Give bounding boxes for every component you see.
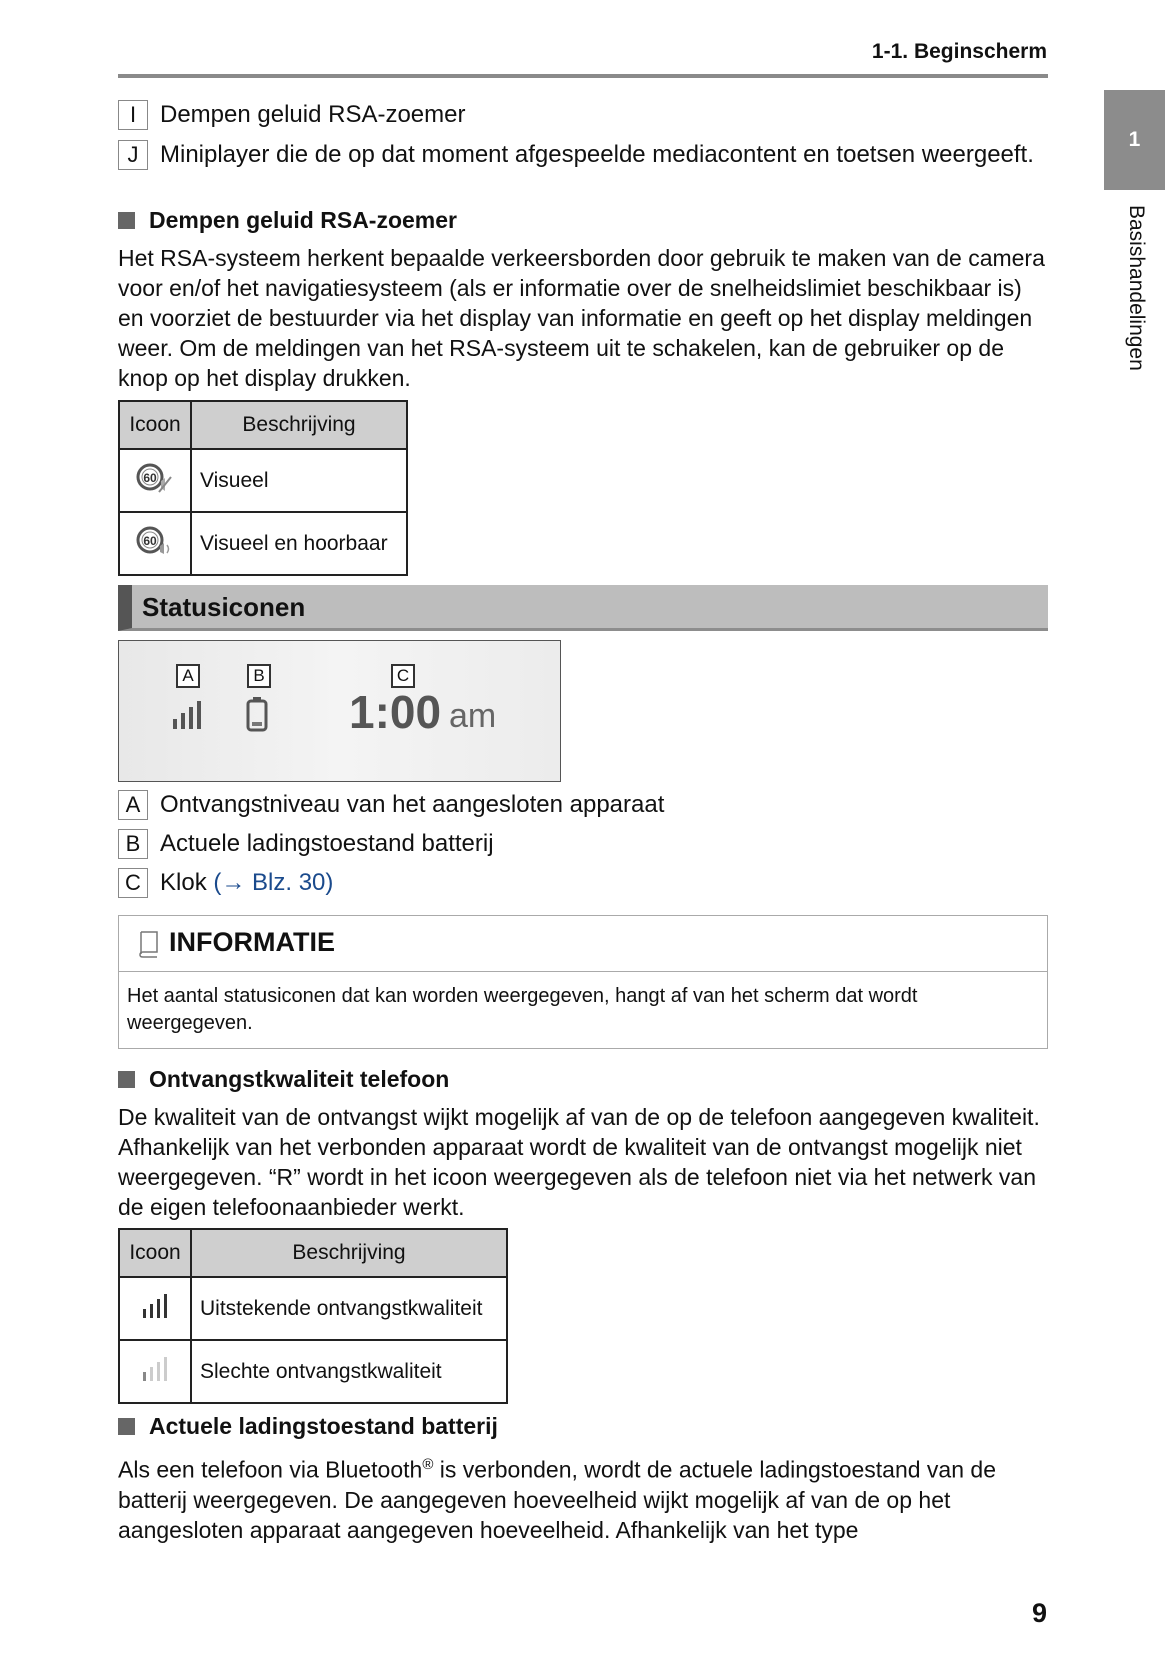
legend-item-a — [118, 790, 1040, 820]
table-header-icon: Icoon — [119, 1229, 191, 1277]
battery-paragraph-part2: is verbonden, wordt de actuele ladingstoestand van de batterij weergegeven. De aangegeven hoeveelheid wijkt mogelijk af van de op het aangesloten apparaat aangegeven hoeveelheid. Afhankelijk van het type — [118, 1456, 996, 1543]
legend-text-label: Klok — [160, 869, 207, 896]
information-header — [119, 916, 1047, 972]
information-text: Het aantal statusiconen dat kan worden weergegeven, hangt af van het scherm dat wordt weergegeven. — [127, 985, 918, 1034]
reception-heading-text: Ontvangstkwaliteit telefoon — [149, 1066, 450, 1092]
battery-paragraph-part1: Als een telefoon via Bluetooth — [118, 1456, 423, 1483]
table-row — [119, 449, 407, 512]
callout-c: C — [391, 664, 415, 688]
legend-item-b — [118, 829, 1040, 859]
information-title: INFORMATIE — [169, 927, 335, 957]
information-box — [118, 915, 1048, 1049]
table-header-description: Beschrijving — [191, 1229, 507, 1277]
battery-heading-text: Actuele ladingstoestand batterij — [149, 1413, 498, 1439]
table-header-description: Beschrijving — [191, 401, 407, 449]
reception-paragraph: De kwaliteit van de ontvangst wijkt mogelijk af van de op de telefoon aangegeven kwaliteit. Afhankelijk van het verbonden apparaat wordt de kwaliteit van de ontvangst mogelijk niet weergegeven. “R” wordt in het icoon weergegeven als de telefoon niet via het netwerk van de eigen telefoonaanbieder werkt. — [118, 1104, 1040, 1220]
table-header-icon: Icoon — [119, 401, 191, 449]
legend-item-j — [118, 140, 1040, 170]
legend-key: C — [118, 868, 148, 898]
legend-item-i — [118, 100, 1040, 130]
rsa-paragraph: Het RSA-systeem herkent bepaalde verkeersborden door gebruik te maken van de camera voor en/of het navigatiesysteem (als er informatie over de snelheidslimiet beschikbaar is) en voorziet de bestuurder via het display van informatie en geeft op het display meldingen weer. Om de meldingen van het RSA-systeem uit te schakelen, kan de gebruiker op de knop op het display drukken. — [118, 245, 1045, 391]
table-cell-description: Slechte ontvangstkwaliteit — [191, 1340, 507, 1403]
signal-strength-icon — [171, 699, 203, 731]
legend-item-c — [118, 868, 1040, 898]
callout-a: A — [176, 664, 200, 688]
table-row — [119, 512, 407, 575]
battery-icon — [245, 696, 269, 732]
chapter-number: 1 — [1128, 128, 1141, 151]
status-bar-illustration — [118, 640, 561, 782]
speed-sign-sound-icon — [119, 512, 191, 575]
rsa-icon-table — [118, 400, 408, 576]
callout-b: B — [247, 664, 271, 688]
header-divider — [118, 74, 1048, 78]
page-number: 9 — [1031, 1598, 1047, 1628]
chapter-title: 1-1. Beginscherm — [871, 40, 1047, 63]
table-cell-description: Uitstekende ontvangstkwaliteit — [191, 1277, 507, 1340]
table-row — [119, 1277, 507, 1340]
bullet-square-icon — [118, 212, 135, 229]
legend-key: I — [118, 100, 148, 130]
reception-heading — [118, 1066, 449, 1093]
signal-weak-icon — [119, 1340, 191, 1403]
battery-paragraph — [118, 1450, 1048, 1545]
section-title: Statusiconen — [142, 592, 306, 622]
chapter-tab — [1104, 90, 1165, 190]
legend-text: Miniplayer die de op dat moment afgespeelde mediacontent en toetsen weergeeft. — [160, 141, 1034, 168]
table-row — [119, 1340, 507, 1403]
legend-key: A — [118, 790, 148, 820]
svg-text:60: 60 — [143, 533, 157, 548]
bullet-square-icon — [118, 1418, 135, 1435]
clock-time: 1:00 — [349, 686, 442, 738]
svg-text:60: 60 — [143, 470, 157, 485]
page-reference-link[interactable]: (→ Blz. 30) — [213, 869, 334, 896]
reception-icon-table — [118, 1228, 508, 1404]
legend-key: B — [118, 829, 148, 859]
clock-ampm: am — [449, 697, 497, 735]
battery-heading — [118, 1413, 498, 1440]
signal-strong-icon — [119, 1277, 191, 1340]
legend-text: Actuele ladingstoestand batterij — [160, 830, 494, 857]
legend-text — [160, 868, 1040, 898]
section-header — [118, 585, 1048, 631]
legend-text: Dempen geluid RSA-zoemer — [160, 101, 466, 128]
legend-key: J — [118, 140, 148, 170]
rsa-heading — [118, 207, 457, 234]
table-cell-description: Visueel — [191, 449, 407, 512]
rsa-heading-text: Dempen geluid RSA-zoemer — [149, 207, 457, 233]
legend-text: Ontvangstniveau van het aangesloten apparaat — [160, 791, 665, 818]
chapter-side-label: Basishandelingen — [1125, 205, 1148, 371]
table-cell-description: Visueel en hoorbaar — [191, 512, 407, 575]
bullet-square-icon — [118, 1071, 135, 1088]
registered-mark: ® — [422, 1456, 434, 1473]
note-icon — [137, 930, 161, 958]
speed-sign-muted-icon — [119, 449, 191, 512]
